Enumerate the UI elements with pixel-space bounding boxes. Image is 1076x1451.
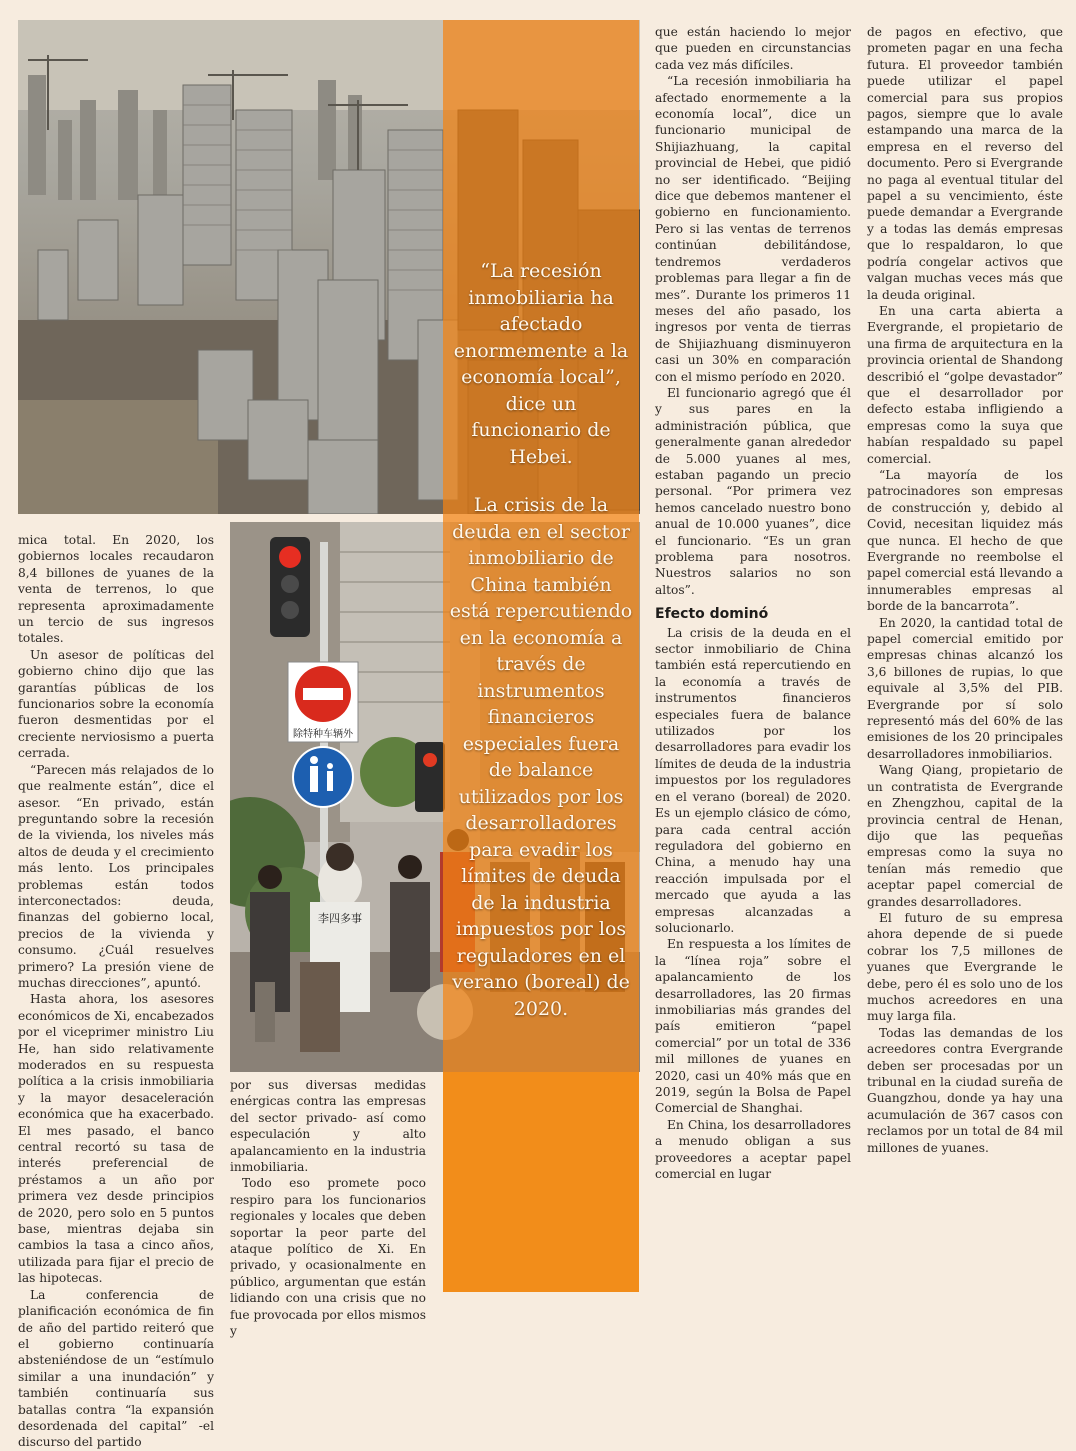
article-column-2 (230, 1077, 426, 1340)
paragraph: En 2020, la cantidad total de papel comercial emitido por empresas chinas alcanzó los 3,6 billones de rupias, lo que equivale al 3,5% del PIB. Evergrande por sí solo representó más del 60% de las emisiones de los 20 principales desarrolladores inmobiliarios. (867, 615, 1063, 761)
pull-quote (443, 258, 639, 1044)
paragraph: En una carta abierta a Evergrande, el propietario de una firma de arquitectura en la provincia oriental de Shandong describió el “golpe devastador” que el desarrollador por defecto estaba infligiendo a empresas como la suya que habían respaldado su papel comercial. (867, 303, 1063, 466)
paragraph: por sus diversas medidas enérgicas contra las empresas del sector privado- así como especulación y alto apalancamiento en la industria inmobiliaria. (230, 1078, 426, 1175)
article-column-1 (18, 532, 214, 1451)
paragraph: Todo eso promete poco respiro para los funcionarios regionales y locales que deben soportar la peor parte del ataque político de Xi. En privado, y ocasionalmente en público, argumentan que están lidiando con una crisis que no fue provocada por ellos mismos y (230, 1176, 426, 1339)
paragraph: En China, los desarrolladores a menudo obligan a sus proveedores a aceptar papel comercial en lugar (655, 1117, 851, 1182)
section-heading: Efecto dominó (655, 606, 769, 623)
paragraph: Un asesor de políticas del gobierno chino dijo que las garantías públicas de los funcionarios sobre la economía fueron desmentidas por el creciente nerviosismo a puerta cerrada. (18, 647, 214, 761)
paragraph: El funcionario agregó que él y sus pares en la administración pública, que generalmente ganan alrededor de 5.000 yuanes al mes, estaban pagando un precio personal. “Por primera vez hemos cancelado nuestro bono anual de 10.000 yuanes”, dice el funcionario. “Es un gran problema para nosotros. Nuestros salarios no son altos”. (655, 385, 851, 597)
paragraph: En respuesta a los límites de la “línea roja” sobre el apalancamiento de los desarrolladores, las 20 firmas inmobiliarias más grandes del país emitieron “papel comercial” por un total de 336 mil millones de yuanes en 2020, casi un 40% más que en 2019, según la Bolsa de Papel Comercial de Shanghai. (655, 937, 851, 1116)
paragraph: mica total. En 2020, los gobiernos locales recaudaron 8,4 billones de yuanes de la venta de terrenos, lo que representa aproximadamente un tercio de sus ingresos totales. (18, 533, 214, 646)
sign-text: 除特种车辆外 (293, 729, 353, 740)
paragraph: Wang Qiang, propietario de un contratista de Evergrande en Zhengzhou, capital de la provincia central de Henan, dijo que las pequeñas empresas como la suya no tenían más remedio que aceptar papel comercial de grandes desarrolladores. (867, 763, 1063, 909)
article-column-3 (655, 24, 851, 1182)
article-column-4 (867, 24, 1063, 1156)
orange-bottom-block (443, 1072, 639, 1292)
paragraph: Hasta ahora, los asesores económicos de Xi, encabezados por el viceprimer ministro Liu He, han sido relativamente moderados en su respuesta política a la crisis inmobiliaria y la mayor desaceleración económica que ha exacerbado. El mes pasado, el banco central recortó su tasa de interés preferencial de préstamos a un año por primera vez desde principios de 2020, pero solo en 5 puntos base, mientras dejaba sin cambios la tasa a cinco años, utilizada para fijar el precio de las hipotecas. (18, 992, 214, 1286)
pull-quote-2: La crisis de la deuda en el sector inmobiliario de China también está repercutiendo en la economía a través de instrumentos financieros especiales fuera de balance utilizados por los desarrolladores para evadir los límites de deuda de la industria impuestos por los reguladores en el verano (boreal) de 2020. (449, 494, 633, 1020)
paragraph: Todas las demandas de los acreedores contra Evergrande deben ser procesadas por un tribunal en la ciudad sureña de Guangzhou, donde ya hay una acumulación de 367 casos con reclamos por un total de 84 mil millones de yuanes. (867, 1025, 1063, 1155)
paragraph: “La mayoría de los patrocinadores son empresas de construcción y, debido al Covid, necesitan liquidez más que nunca. El hecho de que Evergrande no reembolse el papel comercial está llevando a innumerables empresas al borde de la bancarrota”. (867, 467, 1063, 614)
paragraph: que están haciendo lo mejor que pueden en circunstancias cada vez más difíciles. (655, 25, 851, 72)
shirt-text: 李四多事 (318, 912, 362, 925)
paragraph: La crisis de la deuda en el sector inmobiliario de China también está repercutiendo en la economía a través de instrumentos financieros especiales fuera de balance utilizados por los desarrolladores para evadir los límites de deuda de la industria impuestos por los reguladores en el verano (boreal) de 2020. Es un ejemplo clásico de cómo, para cada central acción reguladora del gobierno en China, a menudo hay una reacción impulsada por el mercado que ayuda a las empresas alcanzadas a solucionarlo. (655, 625, 851, 935)
paragraph: La conferencia de planificación económica de fin de año del partido reiteró que el gobierno continuaría absteniéndose de un “estímulo similar a una inundación” y también continuaría sus batallas contra “la expansión desordenada del capital” -el discurso del partido (18, 1287, 214, 1450)
paragraph: de pagos en efectivo, que prometen pagar en una fecha futura. El proveedor también puede utilizar el papel comercial para sus propios pagos, siempre que lo avale estampando una marca de la empresa en el reverso del documento. Pero si Evergrande no paga al eventual titular del papel a su vencimiento, éste puede demandar a Evergrande y a todas las demás empresas que lo respaldaron, lo que podría congelar activos que valgan muchas veces más que la deuda original. (867, 25, 1063, 302)
paragraph: “La recesión inmobiliaria ha afectado enormemente a la economía local”, dice un funcionario municipal de Shijiazhuang, la capital provincial de Hebei, que pidió no ser identificado. “Beijing dice que debemos mantener el gobierno en funcionamiento. Pero si las ventas de terrenos continúan debilitándose, tendremos verdaderos problemas para llegar a fin de mes”. Durante los primeros 11 meses del año pasado, los ingresos por venta de tierras de Shijiazhuang disminuyeron casi un 30% en comparación con el mismo período en 2020. (655, 74, 851, 384)
paragraph: El futuro de su empresa ahora depende de si puede cobrar los 7,5 millones de yuanes que Evergrande le debe, pero él es solo uno de los muchos acreedores en una muy larga fila. (867, 910, 1063, 1024)
pull-quote-1: “La recesión inmobiliaria ha afectado enormemente a la economía local”, dice un funcionario de Hebei. (453, 260, 629, 468)
paragraph: “Parecen más relajados de lo que realmente están”, dice el asesor. “En privado, están preguntando sobre la recesión de la vivienda, los niveles más altos de deuda y el crecimiento más lento. Los principales problemas están todos interconectados: deuda, finanzas del gobierno local, precios de la vivienda y consumo. ¿Cuál resuelves primero? La presión viene de muchas direcciones”, apuntó. (18, 762, 214, 990)
